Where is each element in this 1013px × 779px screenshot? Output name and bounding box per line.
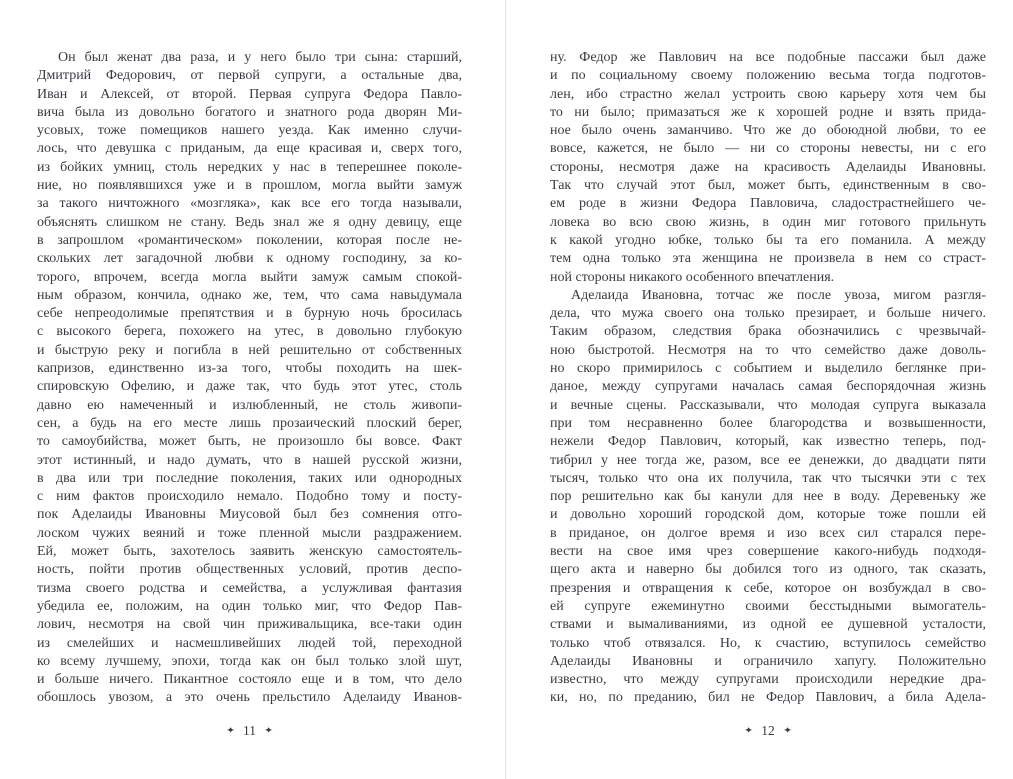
text-line: Так что случай этот был, может быть, единственным в сво- bbox=[550, 178, 986, 194]
text-line: тибрил у нее тогда же, разом, все ее денежки, до двадцати пяти bbox=[550, 452, 986, 468]
text-line: этот истинный, и надо думать, что в нашей русской жизни, bbox=[37, 452, 462, 468]
text-line: с высокого берега, похожего на утес, в довольно глубокую bbox=[37, 324, 462, 340]
text-line: из бойких умниц, столь нередких у нас в теперешнее поколе- bbox=[37, 159, 462, 175]
text-line: лоском чужих веяний и тоже пленной мысли раздражением. bbox=[37, 525, 462, 541]
text-line: спировскую Офелию, и даже так, что будь этот утес, столь bbox=[37, 379, 462, 395]
text-line: убедила ее, положим, на один только миг, что Федор Пав- bbox=[37, 598, 462, 614]
text-line: но скоро примирилось с событием и выделило беглянке при- bbox=[550, 361, 986, 377]
page-text-block bbox=[550, 49, 986, 708]
page-footer bbox=[550, 723, 986, 739]
text-line: вести на свое имя чрез совершение какого-нибудь подходя- bbox=[550, 544, 986, 560]
text-line: усовых, тоже помещиков нашего уезда. Как именно случи- bbox=[37, 123, 462, 139]
text-line: лович, несмотря на свой чин приживальщика, все-таки один bbox=[37, 617, 462, 633]
page-number: 11 bbox=[243, 722, 256, 738]
text-line: тизма своего родства и семейства, а услужливая фантазия bbox=[37, 580, 462, 596]
diamond-ornament-icon: ✦ bbox=[743, 725, 754, 736]
text-line: с ним фактов происходило немало. Подобно тому и посту- bbox=[37, 489, 462, 505]
text-line: ное было очень заманчиво. Что же до обоюдной любви, то ее bbox=[550, 123, 986, 139]
text-line: щего акта и наверно бы добился того из одного, так сказать, bbox=[550, 562, 986, 578]
text-line: лось, что девушка с приданым, да еще красивая и, сверх того, bbox=[37, 141, 462, 157]
page-left bbox=[37, 49, 462, 739]
text-line: ну. Федор же Павлович на все подобные пассажи был даже bbox=[550, 50, 986, 65]
diamond-ornament-icon: ✦ bbox=[225, 725, 236, 736]
text-line: ей супруге ежеминутно своими бесстыдными вымогатель- bbox=[550, 598, 986, 614]
text-line: в приданое, он долгое время и изо всех сил старался пере- bbox=[550, 525, 986, 541]
text-line: за такого ничтожного «мозгляка», как все его тогда называли, bbox=[37, 196, 462, 212]
text-line: объяснять слишком не стану. Ведь знал же я одну девицу, еще bbox=[37, 214, 462, 230]
text-line: Аделаида Ивановна, тотчас же после увоза, мигом разгля- bbox=[571, 287, 986, 303]
text-line: только чтоб отвязался. Но, к счастию, вступилось семейство bbox=[550, 635, 986, 651]
text-line: ко всему лучшему, эпохи, тогда как он был только злой шут, bbox=[37, 653, 462, 669]
text-line: вича была из довольно богатого и знатного рода дворян Ми- bbox=[37, 104, 462, 120]
text-line: и по социальному своему положению весьма тогда подготов- bbox=[550, 68, 986, 84]
text-line: торого, впрочем, всегда могла выйти замуж самым спокой- bbox=[37, 269, 462, 285]
page-divider bbox=[505, 0, 506, 779]
text-line: Аделаиды Ивановны и ограничило хапугу. Положительно bbox=[550, 653, 986, 669]
text-line: и больше ничего. Пикантное состояло еще и в том, что дело bbox=[37, 672, 462, 688]
text-line: Таким образом, следствия брака обозначились с чрезвычай- bbox=[550, 324, 986, 340]
text-line: при том несравненно более благородства и возвышенности, bbox=[550, 415, 986, 431]
text-line: пор решительно как бы канули для нее в воду. Деревеньку же bbox=[550, 489, 986, 505]
text-line: Ей, может быть, захотелось заявить женскую самостоятель- bbox=[37, 544, 462, 560]
page-footer bbox=[37, 723, 462, 739]
text-line: ние, но появлявшихся уже и в прошлом, могла выйти замуж bbox=[37, 178, 462, 194]
diamond-ornament-icon: ✦ bbox=[782, 725, 793, 736]
text-line: то ни было; примазаться же к хорошей родне и взять прида- bbox=[550, 104, 986, 120]
text-line: стороны, несмотря даже на красивость Аделаиды Ивановны. bbox=[550, 159, 986, 175]
text-line: Он был женат два раза, и у него было три сына: старший, bbox=[58, 50, 462, 65]
text-line: из смелейших и насмешливейших людей той, переходной bbox=[37, 635, 462, 651]
text-line: и вечные сцены. Рассказывали, что молодая супруга выказала bbox=[550, 397, 986, 413]
text-line: скольких лет загадочной любви к одному господину, за ко- bbox=[37, 251, 462, 267]
text-line: тем одна только эта женщина не произвела в нем со страст- bbox=[550, 251, 986, 267]
page-text-block bbox=[37, 49, 462, 708]
text-line: давно ею намеченный и излюбленный, не столь живопи- bbox=[37, 397, 462, 413]
text-line: в запрошлом «романтическом» поколении, которая после не- bbox=[37, 232, 462, 248]
text-line: лен, ибо страстно желал устроить свою карьеру хотя чем бы bbox=[550, 86, 986, 102]
text-line: дела, что мужа своего она только презирает, и больше ничего. bbox=[550, 306, 986, 322]
text-line: сен, а будь на его месте лишь прозаический плоский берег, bbox=[37, 415, 462, 431]
text-line: и довольно хороший городской дом, которые тоже пошли ей bbox=[550, 507, 986, 523]
text-line: ным образом, кончила, однако же, тем, что сама навыдумала bbox=[37, 287, 462, 303]
text-line: известно, что между супругами происходили нередкие дра- bbox=[550, 672, 986, 688]
text-line: ною быстротой. Несмотря на то что семейство даже доволь- bbox=[550, 342, 986, 358]
text-line: ем роде в жизни Федора Павловича, сладострастнейшего че- bbox=[550, 196, 986, 212]
text-line: ловека во всю свою жизнь, в один миг готового прильнуть bbox=[550, 214, 986, 230]
text-line: тысяч, только что она их получила, так что тысячки эти с тех bbox=[550, 470, 986, 486]
text-line: презрения и отвращения к себе, которое он возбуждал в сво- bbox=[550, 580, 986, 596]
text-line: к какой угодно юбке, только бы та его поманила. А между bbox=[550, 232, 986, 248]
text-line: пок Аделаиды Ивановны Миусовой был без сомнения отго- bbox=[37, 507, 462, 523]
text-line: обошлось увозом, а это очень прельстило Аделаиду Иванов- bbox=[37, 690, 462, 706]
page-right bbox=[550, 49, 986, 739]
page-number: 12 bbox=[761, 722, 775, 738]
text-line: ки, но, по преданию, бил не Федор Павлович, а била Адела- bbox=[550, 690, 986, 706]
diamond-ornament-icon: ✦ bbox=[263, 725, 274, 736]
text-line: нежели Федор Павлович, который, как известно теперь, под- bbox=[550, 434, 986, 450]
text-line: ствами и вымаливаниями, из одной ее душевной усталости, bbox=[550, 617, 986, 633]
text-line: капризов, единственно из-за того, чтобы походить на шек- bbox=[37, 361, 462, 377]
text-line: Иван и Алексей, от второй. Первая супруга Федора Павло- bbox=[37, 86, 462, 102]
text-line: то самоубийства, может быть, не произошло бы вовсе. Факт bbox=[37, 434, 462, 450]
text-line: себе непреодолимые препятствия и в бурную ночь бросилась bbox=[37, 306, 462, 322]
text-line: ность, пойти против общественных условий, против деспо- bbox=[37, 562, 462, 578]
text-line: Дмитрий Федорович, от первой супруги, а остальные два, bbox=[37, 68, 462, 84]
text-line: в два или три последние поколения, таких или однородных bbox=[37, 470, 462, 486]
text-line: вовсе, кажется, не было — ни со стороны невесты, ни с его bbox=[550, 141, 986, 157]
text-line: ной стороны никакого особенного впечатления. bbox=[550, 269, 835, 285]
text-line: даное, между супругами началась самая беспорядочная жизнь bbox=[550, 379, 986, 395]
text-line: и быструю реку и погибла в ней решительно от собственных bbox=[37, 342, 462, 358]
